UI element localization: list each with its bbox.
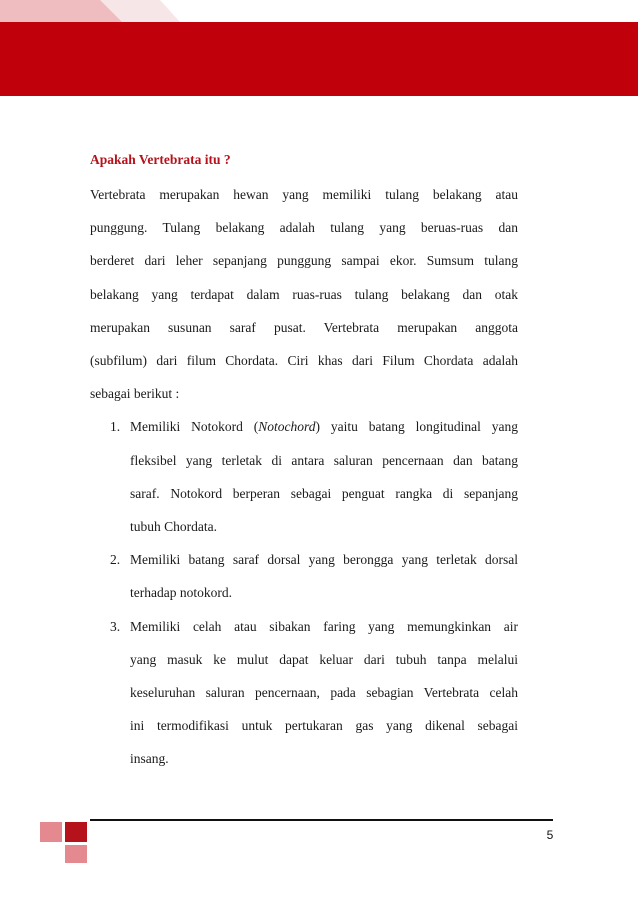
chordata-criteria-list	[90, 410, 518, 775]
list-line: terhadap notokord.	[130, 585, 232, 601]
list-line: fleksibel yang terletak di antara saluran pencernaan dan batang	[130, 452, 518, 468]
footer-square-dark	[65, 822, 87, 842]
list-line: saraf. Notokord berperan sebagai penguat rangka di sepanjang	[130, 485, 518, 501]
list-number: 2.	[110, 552, 121, 568]
list-line: yang masuk ke mulut dapat keluar dari tubuh tanpa melalui	[130, 651, 518, 667]
list-line: Memiliki batang saraf dorsal yang berongga yang terletak dorsal	[130, 552, 518, 568]
list-line: keseluruhan saluran pencernaan, pada sebagian Vertebrata celah	[130, 685, 518, 701]
footer-square-light	[40, 822, 62, 842]
list-item	[90, 610, 518, 776]
intro-line: punggung. Tulang belakang adalah tulang yang beruas-ruas dan	[90, 220, 518, 236]
list-italic-term: Notochord	[258, 419, 316, 435]
list-line	[130, 410, 518, 443]
intro-paragraph	[90, 178, 518, 410]
header-red-band	[0, 22, 638, 96]
list-item	[90, 543, 518, 609]
intro-line: belakang yang terdapat dalam ruas-ruas tulang belakang dan otak	[90, 286, 518, 302]
intro-line: Vertebrata merupakan hewan yang memiliki tulang belakang atau	[90, 187, 518, 202]
footer-rule	[90, 819, 553, 821]
intro-line: sebagai berikut :	[90, 386, 180, 402]
list-item	[90, 410, 518, 543]
list-number: 3.	[110, 618, 121, 634]
list-text: ) yaitu batang longitudinal yang	[315, 419, 518, 435]
intro-line: berderet dari leher sepanjang punggung sampai ekor. Sumsum tulang	[90, 253, 518, 269]
list-line: tubuh Chordata.	[130, 519, 217, 535]
section-heading: Apakah Vertebrata itu ?	[90, 152, 231, 167]
list-line: insang.	[130, 751, 169, 767]
intro-line: (subfilum) dari filum Chordata. Ciri khas dari Filum Chordata adalah	[90, 353, 518, 369]
main-content	[90, 150, 518, 776]
footer-square-light-bottom	[65, 845, 87, 863]
list-text: Memiliki Notokord (	[130, 419, 259, 435]
page-number: 5	[546, 828, 554, 842]
list-line: ini termodifikasi untuk pertukaran gas yang dikenal sebagai	[130, 718, 518, 734]
list-line: Memiliki celah atau sibakan faring yang memungkinkan air	[130, 618, 518, 634]
list-number: 1.	[110, 419, 121, 435]
header-band	[0, 0, 638, 96]
intro-line: merupakan susunan saraf pusat. Vertebrata merupakan anggota	[90, 319, 518, 335]
